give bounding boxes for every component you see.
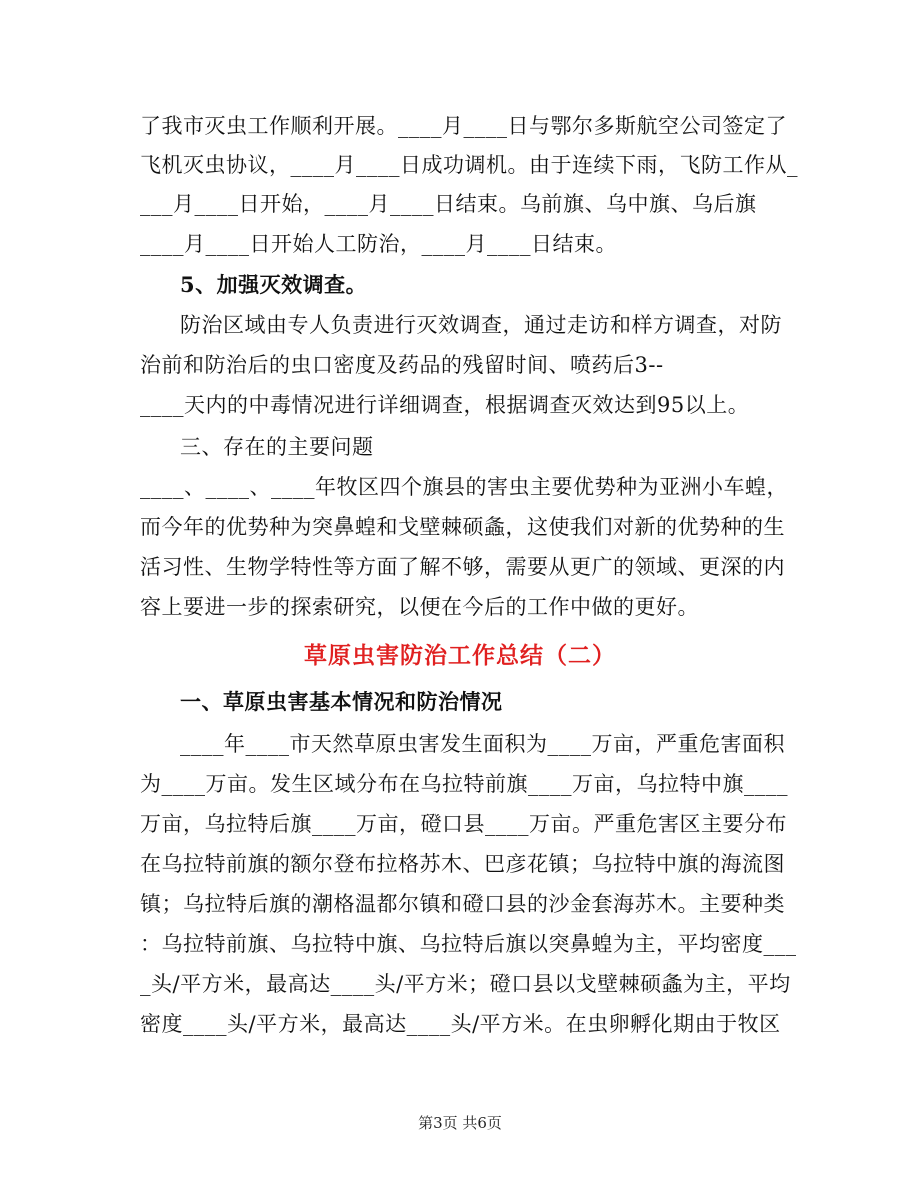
paragraph-line: 镇；乌拉特后旗的潮格温都尔镇和磴口县的沙金套海苏木。主要种类 <box>140 892 785 916</box>
page-number: 第3页 共6页 <box>418 1114 502 1132</box>
paragraph-line: 活习性、生物学特性等方面了解不够，需要从更广的领域、更深的内 <box>140 555 785 579</box>
paragraph-line: ____月____日开始人工防治，____月____日结束。 <box>140 232 617 256</box>
subheading: 三、存在的主要问题 <box>180 435 374 459</box>
subheading: 一、草原虫害基本情况和防治情况 <box>180 689 503 714</box>
paragraph-line: 防治区域由专人负责进行灭效调查，通过走访和样方调查，对防 <box>180 313 782 337</box>
paragraph-line: 飞机灭虫协议，____月____日成功调机。由于连续下雨，飞防工作从_ <box>140 153 798 177</box>
paragraph-line: ____年____市天然草原虫害发生面积为____万亩，严重危害面积 <box>180 732 785 756</box>
paragraph-line: ：乌拉特前旗、乌拉特中旗、乌拉特后旗以突鼻蝗为主，平均密度___ <box>140 932 797 956</box>
paragraph-line: 治前和防治后的虫口密度及药品的残留时间、喷药后3-- <box>140 353 664 377</box>
paragraph-line: 万亩，乌拉特后旗____万亩，磴口县____万亩。严重危害区主要分布 <box>140 812 787 836</box>
paragraph-line: _头/平方米，最高达____头/平方米；磴口县以戈壁棘硕螽为主，平均 <box>140 972 791 996</box>
paragraph-line: 密度____头/平方米，最高达____头/平方米。在虫卵孵化期由于牧区 <box>140 1012 781 1036</box>
paragraph-line: ____、____、____年牧区四个旗县的害虫主要优势种为亚洲小车蝗， <box>140 475 788 499</box>
paragraph-line: 而今年的优势种为突鼻蝗和戈壁棘硕螽，这使我们对新的优势种的生 <box>140 515 785 539</box>
paragraph-line: 容上要进一步的探索研究，以便在今后的工作中做的更好。 <box>140 595 699 619</box>
paragraph-line: 在乌拉特前旗的额尔登布拉格苏木、巴彦花镇；乌拉特中旗的海流图 <box>140 852 785 876</box>
subheading: 5、加强灭效调查。 <box>180 272 368 297</box>
section-title: 草原虫害防治工作总结（二） <box>304 642 616 669</box>
paragraph-line: ___月____日开始，____月____日结束。乌前旗、乌中旗、乌后旗 <box>140 192 757 216</box>
paragraph-line: 为____万亩。发生区域分布在乌拉特前旗____万亩，乌拉特中旗____ <box>140 772 788 796</box>
paragraph-line: 了我市灭虫工作顺利开展。____月____日与鄂尔多斯航空公司签定了 <box>140 114 787 138</box>
paragraph-line: ____天内的中毒情况进行详细调查，根据调查灭效达到95以上。 <box>140 393 750 417</box>
